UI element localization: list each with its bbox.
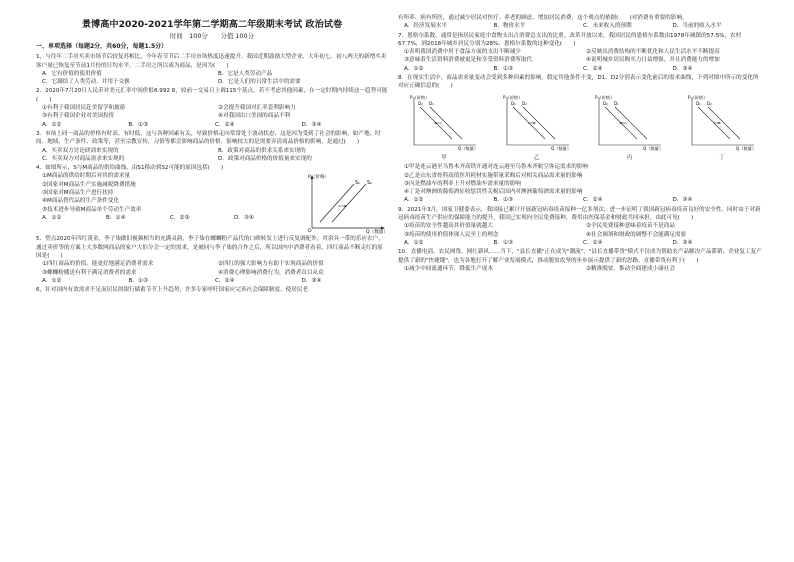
option: A．它有价值的使用价值 [42,70,102,77]
d2-label: D₁ [429,100,434,106]
question-10-statements [398,265,762,273]
question-9-choices [398,239,762,247]
demand-chart-bing [593,93,665,163]
choice: B．①③ [493,197,513,204]
option: D．当前的收入水平 [672,23,722,30]
choice: A．①② [404,65,424,72]
demand-chart-yi [501,93,573,163]
statement: ①有利于我国居民赴美留学和旅游 [42,105,126,112]
x-axis-label: Q（数量） [550,145,571,151]
supply-shift-graph [304,172,388,234]
question-7-statements [398,48,762,65]
x-axis-label: Q（数量） [366,230,388,235]
question-10-stem: 10．直播电商、农民网货、网红新风……当下，"县长直播"正在成为"潮流"，"县长直播带货"模式不仅成为帮助农产品解决产品滞销、企业复工复产提供了新的"快捷键"，也为各地打开了解产业发展模式，推动脱贫攻坚的步步展示提供了新的思路。直播带货有利于( ) [398,249,762,264]
option: A．经济发展水平 [404,23,447,30]
choice: D．③④ [672,239,693,246]
choice: A．①② [42,214,62,221]
choice: A．①② [42,277,62,284]
demand-chart-jia [408,93,480,163]
d1-label: D₂ [418,100,423,106]
s2-label: S₂ [367,181,372,187]
statement: ③国家对M商品生产进行扶持 [42,190,114,197]
statement: ①疫苗的安全性越高其价值量就越大 [404,223,493,230]
choice: C．②③ [170,214,190,221]
statement: ①M商品的供给时期后对其的需求量 [42,173,131,180]
choice: D．③④ [234,214,254,221]
statement: ①甲是连云港至乌鲁木齐高铁开通对连云港至乌鲁木齐航空客运需求的影响 [404,164,589,171]
question-6-continued: 有所养、病有所医，通过减少居民对医疗、养老的顾虑，增加居民消费，这个观点的依据( )对消费有重要的影响。 [398,15,688,21]
statement: ②精准脱贫，推动全面建成小康社会 [586,265,675,272]
choice: D．③④ [672,197,693,204]
origin-label: O [308,229,312,235]
statement: ④M商品替代品的生产条件变化 [42,198,119,205]
option: C．未来收入的预期 [583,23,632,30]
choice: C．②④ [583,239,603,246]
question-2-stem: 2．2020年7月20日人民币对美元汇率中间价报6.992 8，较前一交易日上调115个基点。若不考虑其他因素，在一定时期内持续这一趋势可能( ) [36,88,388,103]
right-column [398,14,762,273]
statement: ④社会调剂和财政的调整不会能满足需要 [586,231,687,238]
y-axis-label: P（价格） [687,94,708,100]
d2-label: D₂ [521,100,527,106]
question-8-charts [398,91,762,164]
chart-caption: 丙 [626,154,633,161]
question-6-stem: 6，针对国内有效需求不足而居民的银行储蓄节节上升趋势，许多专家呼吁国家应完善社会保障制度，使居民老 [36,287,309,294]
option: C．它凝结了人类劳动，并用于交换 [42,79,130,86]
statement: ②会提升我国对汇率套利影响力 [218,105,296,112]
question-4-body [36,172,388,234]
d1-label: D₂ [603,100,608,106]
choice: D．③④ [301,277,322,284]
statement: ④对我国出口美国的商品不利 [218,113,291,120]
choice: A．①② [404,197,424,204]
y-axis-label: P（价格） [308,175,330,181]
choice: C．②④ [215,121,235,128]
choice: D．③④ [672,65,693,72]
choice: C．②④ [215,277,235,284]
option: B．物价水平 [493,23,526,30]
statement: ③意味着生活资料消费被更是和享受资料消费所取代 [404,57,533,64]
statement: ①减少中间流通环节，降低生产成本 [404,265,493,272]
option: A．买卖双方讨论磋商来实现的 [42,147,119,154]
choice: B．①④ [106,214,126,221]
statement: ②反映出消费结构的不断优化和人民生活水平不断提高 [586,49,720,56]
statement: ③疫苗的使用价值体现人民至上的理念 [404,231,499,238]
statement: ②乙是山东省骨科高值医用耗材实施带量采购后对相关商品需求量的影响 [404,172,583,179]
question-8-choices [398,196,762,204]
option: D．政策对商品价格的价值量来实现的 [218,155,312,162]
choice: B．①③ [128,277,148,284]
statement: ②国家对M商品生产实施减税降费措施 [42,181,136,188]
x-axis-label: Q（数量） [458,145,479,151]
exam-meta: 时间 100分 分值 100分 [170,32,254,40]
statement: ③丙是燃油车的利率上升对燃油车需求量的影响 [404,180,521,187]
choice: D．③④ [301,121,322,128]
question-6-options [398,22,762,30]
choice: A．①② [404,239,424,246]
question-2-statements [36,104,388,121]
section-heading: 一、单项选择（每题2分，共60分，每题1.5分） [36,43,168,50]
shift-arrowhead [718,122,721,124]
statement: ③螺蛳粉播送有利于满足消费者的需求 [42,269,137,276]
option: D．它是人们的日常生活中的需要 [218,79,301,86]
question-8-stem: 8．在现实生活中，商品需求量变动会受到多种因素的影响。假定其他条件不变，D1、D2分别表示变化前后的需求曲线，下列对图中所示的变化所对应正确信息的( ) [398,75,759,90]
chart-caption: 乙 [533,154,540,161]
choice: B．①③ [493,239,513,246]
question-1-options [36,70,388,87]
question-2-choices [36,121,388,129]
question-4-options [36,172,298,222]
y-axis-label: P（价格） [410,94,430,100]
question-4-stem: 4．如图所示，S与M商品的供给曲线，由S1移动到S2可能的原因包括( ) [36,165,224,172]
option: B．政策对商品的供求关系来实现的 [218,147,306,154]
question-5-stem: 5．塑点2020年四红黄金，李子柒做旧视频相当的充满灵韵，李子柒在螺蛳粉产品代的口碑转发上进行反复调配外，其余具一带的乐应农户，通过卖价等的方案上大多数网商品的家户大伯分会一定的需求，是被同与李子柒的合作之后，所以国内中消费者看着，四红商品不断走红的原因是( ) [36,236,384,260]
choice: C．②④ [583,65,603,72]
statement: ④丁是对澳洲的葡萄酒征收惩罚性关税后国内对澳洲葡萄酒需求量的影响 [404,189,583,196]
question-1-stem: 1，与往年二手房买卖市场节后较复苏相比，今年春节节后二手房市场热度迅速提升。我国近期鼓励大型企业、大年初七、初八两天的新增买卖客户量已恢复至节前1月份的日均水平，二手房之所以成为商品，是因为( ) [36,54,387,69]
statement: ②四红的强大影响力有助于实现商品的价值 [218,261,324,268]
choice: B．①③ [128,121,148,128]
question-5-statements [36,260,388,277]
statement: ①表明我国消费中用于食品方面的支出不断减少 [404,49,521,56]
question-9-stem: 9．2021年3月，国家卫健委表示，我国接已累计开展新冠病毒疫苗接种一亿多剂次，进一步证明了我国新冠病毒疫苗良好的安全性。同时由于对新冠病毒疫苗生产供应的保障能力的提升，我国已实现向全民免费接种，费用由医保基金和财政共同承担。由此可见( ) [398,206,761,222]
question-7-choices [398,65,762,73]
d2-label: D₁ [614,100,619,106]
demand-curve-d2 [708,107,740,139]
demand-chart-ding [686,93,758,163]
x-axis-label: Q（数量） [643,145,664,151]
d1-label: D₁ [695,100,701,106]
question-4-choices [36,214,298,222]
option: C．买卖双方对商品需求来实现的 [42,155,125,162]
shift-arrowhead [533,122,536,124]
statement: ②全民免费接种意味着疫苗不是商品 [586,223,675,230]
statement: ④说明城乡居民购买力日益增强，并且消费能力的增加 [586,57,720,64]
s1-label: S₁ [355,181,360,187]
question-9-statements [398,222,762,239]
statement: ③有利于我国企业对美国投资 [42,113,115,120]
statement: ⑤技术进步导致M商品单个劳动生产效率 [42,206,142,213]
left-column [36,14,388,295]
d2-label: D₂ [706,100,712,106]
question-5-choices [36,277,388,285]
demand-curve-d2 [523,107,555,139]
exam-title: 景博高中2020-2021学年第二学期高二年级期末考试 政治试卷 [81,19,343,30]
question-7-stem: 7．恩格尔系数，通常是指居民家庭中食物支出占消费总支出的比重。改革开放以来，我国居民的恩格尔系数由1978年城镇的57.5%，农村67.7%，到2018年城乡居民分别为28%，恩格尔系数的这种变化( ) [398,32,742,47]
y-axis-label: P（价格） [595,94,615,100]
question-3-stem: 3．市场上同一商品的价格有时高、有时低，这与各种因素有关，导致价格走向常常处于波动状态，这是因为受到了社会的影响，如产地、时间、地域、生产条件、政策等，甚至宗教宣传，习俗等都会影响商品的价格，影响较大的是需要弄清商品价格的影响，是通过( ) [36,130,381,146]
statement: ①四红商品的价值，能更好地满足消费者需求 [42,261,154,268]
statement: ④消费心理影响消费行为，消费者首目从众 [218,269,324,276]
x-axis-label: Q（数量） [735,145,757,151]
chart-caption: 甲 [441,154,447,161]
option: B．它是人类劳动产品 [218,70,273,77]
question-8-statements [398,163,762,196]
choice: C．②④ [583,197,603,204]
chart-caption: 丁 [719,154,725,161]
d1-label: D₁ [510,100,516,106]
choice: A．①② [42,121,62,128]
choice: B．①③ [493,65,513,72]
question-3-options [36,147,388,164]
y-axis-label: P（价格） [502,94,522,100]
